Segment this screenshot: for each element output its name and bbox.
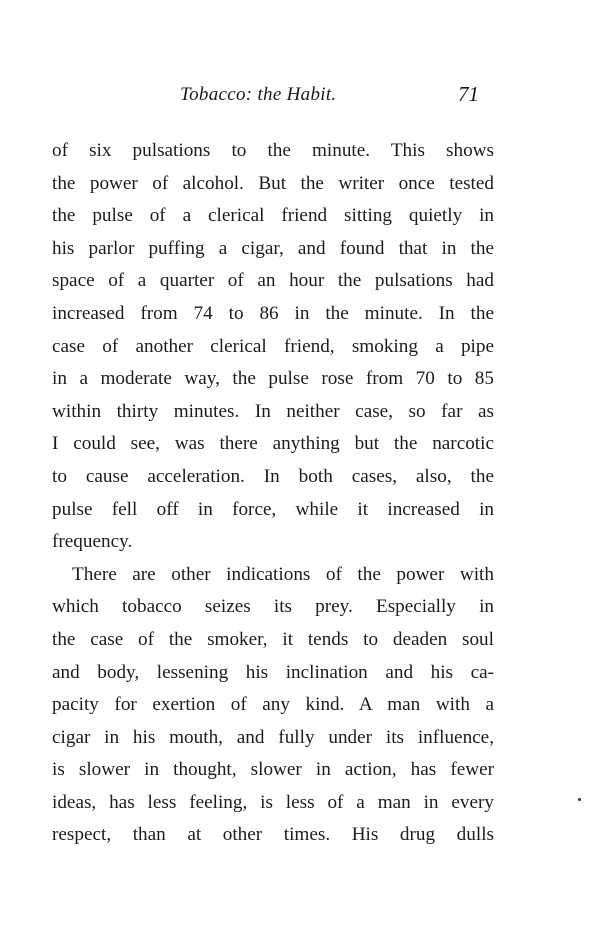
text-line: increased from 74 to 86 in the minute. In the	[52, 302, 494, 324]
text-line: the power of alcohol. But the writer once tested	[52, 172, 494, 194]
text-line: cigar in his mouth, and fully under its influence,	[52, 726, 494, 748]
text-line: space of a quarter of an hour the pulsations had	[52, 270, 494, 292]
text-line: pacity for exertion of any kind. A man with a	[52, 694, 494, 716]
text-line: pulse fell off in force, while it increased in	[52, 498, 494, 520]
text-line: the case of the smoker, it tends to deaden soul	[52, 628, 494, 650]
text-line: in a moderate way, the pulse rose from 70 to 85	[52, 368, 494, 390]
print-speck	[578, 798, 581, 801]
text-line: to cause acceleration. In both cases, also, the	[52, 465, 494, 487]
text-line: respect, than at other times. His drug dulls	[52, 824, 494, 846]
text-line: of six pulsations to the minute. This shows	[52, 140, 494, 161]
text-line: and body, lessening his inclination and his ca-	[52, 661, 494, 683]
text-line: I could see, was there anything but the narcotic	[52, 433, 494, 455]
text-line: within thirty minutes. In neither case, so far as	[52, 400, 494, 422]
text-line: the pulse of a clerical friend sitting quietly in	[52, 205, 494, 227]
paragraph-start-line: There are other indications of the power with	[72, 563, 494, 585]
text-line: which tobacco seizes its prey. Especially in	[52, 596, 494, 618]
text-line: ideas, has less feeling, is less of a man in every	[52, 791, 494, 813]
running-head: Tobacco: the Habit.	[180, 84, 337, 105]
page-number: 71	[458, 82, 479, 106]
paragraph-end-line: frequency.	[52, 531, 133, 553]
body-text	[52, 135, 494, 852]
text-line: case of another clerical friend, smoking a pipe	[52, 335, 494, 357]
text-line: his parlor puffing a cigar, and found that in the	[52, 237, 494, 259]
text-line: is slower in thought, slower in action, has fewer	[52, 759, 494, 781]
